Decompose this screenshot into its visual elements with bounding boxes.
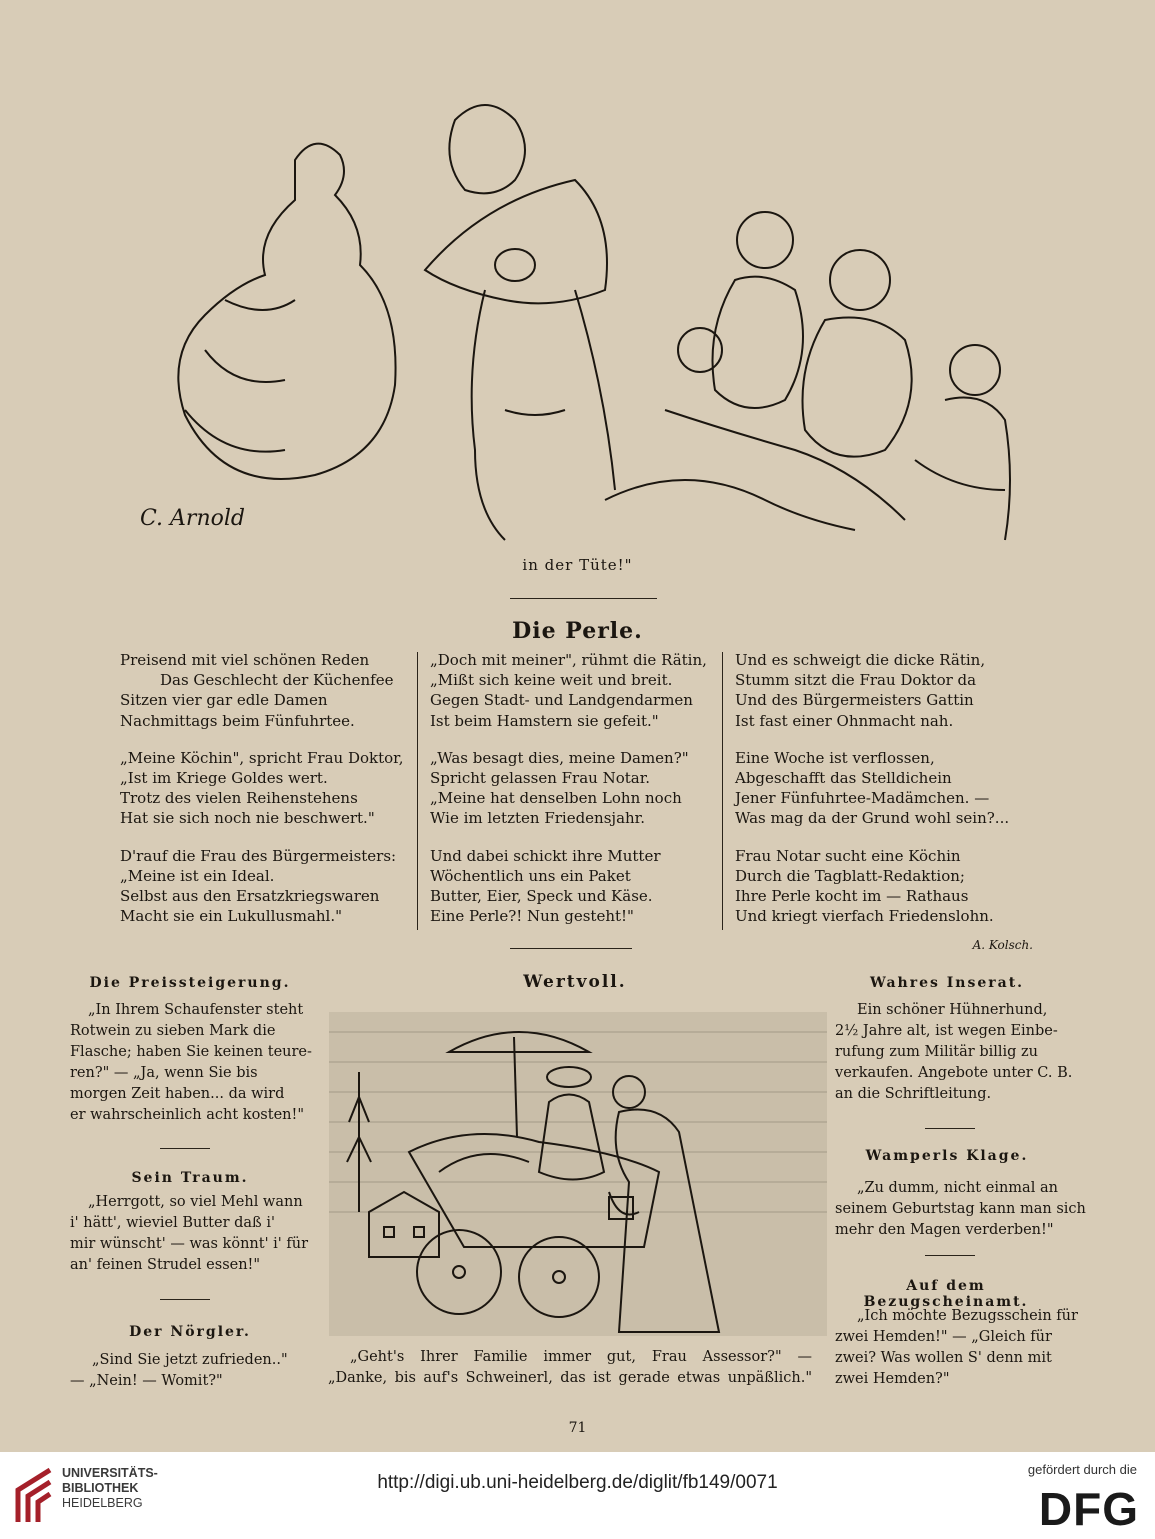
text-line: ren?" — „Ja, wenn Sie bis (70, 1065, 258, 1081)
poem-line: Butter, Eier, Speck und Käse. (430, 887, 653, 906)
library-name-line: UNIVERSITÄTS- (62, 1466, 158, 1480)
text-line: „Sind Sie jetzt zufrieden.." (92, 1352, 288, 1368)
poem-line: Und kriegt vierfach Friedenslohn. (735, 907, 994, 926)
divider (160, 1148, 210, 1149)
artist-signature: C. Arnold (140, 506, 245, 531)
text-line: verkaufen. Angebote unter C. B. (835, 1065, 1073, 1081)
dfg-logo[interactable]: DFG (1038, 1483, 1139, 1535)
column-divider (417, 652, 418, 930)
text-line: zwei Hemden!" — „Gleich für (835, 1329, 1052, 1345)
pram-caption (328, 1347, 812, 1389)
poem-stanza (735, 748, 1035, 829)
page-number: 71 (568, 1420, 587, 1436)
text-line: 2½ Jahre alt, ist wegen Einbe- (835, 1023, 1058, 1039)
poem-line: Selbst aus den Ersatzkriegswaren (120, 887, 380, 906)
text-line: „In Ihrem Schaufenster steht (88, 1002, 304, 1018)
poem-line: „Meine ist ein Ideal. (120, 866, 275, 885)
section-text-noergler (70, 1350, 304, 1392)
poem-column-2 (430, 650, 730, 943)
column-divider (722, 652, 723, 930)
poem-line: Spricht gelassen Frau Notar. (430, 769, 650, 788)
top-caption: in der Tüte!" (522, 556, 633, 574)
poem-line: „Ist im Kriege Goldes wert. (120, 769, 328, 788)
poem-column-1 (120, 650, 420, 943)
section-title-preissteigerung: Die Preissteigerung. (89, 975, 291, 991)
library-name-line: BIBLIOTHEK (62, 1481, 139, 1495)
poem-line: Gegen Stadt- und Landgendarmen (430, 691, 693, 710)
poem-line: Wie im letzten Friedensjahr. (430, 809, 645, 828)
divider (160, 1299, 210, 1300)
library-name-line: HEIDELBERG (62, 1496, 143, 1510)
section-title-wertvoll: Wertvoll. (523, 972, 627, 992)
poem-stanza (430, 846, 730, 927)
poem-line: Abgeschafft das Stelldichein (735, 769, 952, 788)
poem-line: „Meine Köchin", spricht Frau Doktor, (120, 748, 404, 767)
poem-line: Wöchentlich uns ein Paket (430, 866, 631, 885)
poem-stanza (735, 650, 1035, 731)
section-title-noergler: Der Nörgler. (129, 1324, 251, 1340)
poem-line: Sitzen vier gar edle Damen (120, 691, 328, 710)
poem-line: „Was besagt dies, meine Damen?" (430, 748, 689, 767)
poem-line: Frau Notar sucht eine Köchin (735, 846, 961, 865)
text-line: zwei Hemden?" (835, 1371, 950, 1387)
permalink[interactable]: http://digi.ub.uni-heidelberg.de/diglit/fb149/0071 (377, 1472, 778, 1493)
poem-line: Ihre Perle kocht im — Rathaus (735, 887, 969, 906)
divider (925, 1128, 975, 1129)
poem-line: Eine Perle?! Nun gesteht!" (430, 907, 634, 926)
caption-line: „Danke, bis auf's Schweinerl, das ist gerade etwas unpäßlich." (328, 1370, 812, 1386)
poem-stanza (120, 846, 420, 927)
section-title-bezugscheinamt: Auf dem Bezugscheinamt. (863, 1278, 1029, 1310)
poem-line: D'rauf die Frau des Bürgermeisters: (120, 846, 397, 865)
poem-line: Nachmittags beim Fünfuhrtee. (120, 711, 355, 730)
funded-by-label: gefördert durch die (1027, 1462, 1137, 1477)
poem-stanza (430, 650, 730, 731)
text-line: mir wünscht' — was könnt' i' für (70, 1236, 309, 1252)
text-line: Flasche; haben Sie keinen teure- (70, 1044, 312, 1060)
text-line: — „Nein! — Womit?" (70, 1373, 223, 1389)
section-text-wahres-inserat (835, 1000, 1073, 1105)
text-line: morgen Zeit haben... da wird (70, 1086, 285, 1102)
text-line: an die Schriftleitung. (835, 1086, 992, 1102)
section-title-wahres-inserat: Wahres Inserat. (869, 975, 1025, 991)
text-line: Ein schöner Hühnerhund, (857, 1002, 1048, 1018)
section-text-wamperls-klage (835, 1178, 1086, 1241)
poem-stanza (120, 650, 420, 731)
section-text-preissteigerung (70, 1000, 312, 1126)
text-line: Rotwein zu sieben Mark die (70, 1023, 276, 1039)
poem-line: Und es schweigt die dicke Rätin, (735, 651, 986, 669)
section-text-bezugscheinamt (835, 1306, 1078, 1390)
divider (510, 598, 657, 599)
poem-line: Eine Woche ist verflossen, (735, 748, 935, 767)
poem-line: Macht sie ein Lukullusmahl." (120, 907, 343, 926)
poem-line: Und des Bürgermeisters Gattin (735, 691, 974, 710)
poem-line: Trotz des vielen Reihenstehens (120, 789, 358, 808)
poem-line: Jener Fünfuhrtee-Madämchen. — (735, 789, 990, 808)
top-illustration (125, 80, 1040, 550)
poem-stanza (430, 748, 730, 829)
pram-illustration (329, 1012, 827, 1336)
text-line: „Ich möchte Bezugsschein für (857, 1308, 1078, 1324)
poem-line: „Meine hat denselben Lohn noch (430, 789, 682, 808)
text-line: „Zu dumm, nicht einmal an (857, 1180, 1058, 1196)
text-line: i' hätt', wieviel Butter daß i' (70, 1215, 275, 1231)
poem-line: Stumm sitzt die Frau Doktor da (735, 671, 977, 690)
section-text-sein-traum (70, 1192, 309, 1276)
caption-line: „Geht's Ihrer Familie immer gut, Frau Assessor?" — (350, 1349, 812, 1365)
text-line: rufung zum Militär billig zu (835, 1044, 1039, 1060)
poem-line: „Mißt sich keine weit und breit. (430, 671, 673, 690)
section-title-wamperls-klage: Wamperls Klage. (865, 1148, 1029, 1164)
poem-stanza (735, 846, 1035, 927)
text-line: zwei? Was wollen S' denn mit (835, 1350, 1052, 1366)
poem-line: Preisend mit viel schönen Reden (120, 651, 370, 669)
text-line: an' feinen Strudel essen!" (70, 1257, 261, 1273)
poem-column-3 (735, 650, 1035, 943)
poem-line: Das Geschlecht der Küchenfee (160, 671, 394, 690)
divider (510, 948, 632, 949)
poem-line: Was mag da der Grund wohl sein?... (735, 809, 1010, 828)
poem-line: Ist beim Hamstern sie gefeit." (430, 711, 659, 730)
section-title-sein-traum: Sein Traum. (131, 1170, 249, 1186)
text-line: seinem Geburtstag kann man sich (835, 1201, 1086, 1217)
poem-line: Hat sie sich noch nie beschwert." (120, 809, 375, 828)
text-line: „Herrgott, so viel Mehl wann (88, 1194, 303, 1210)
poem-title: Die Perle. (512, 618, 643, 644)
footer-bar (0, 1452, 1155, 1539)
poem-line: „Doch mit meiner", rühmt die Rätin, (430, 651, 707, 669)
poem-line: Und dabei schickt ihre Mutter (430, 846, 661, 865)
poem-stanza (120, 748, 420, 829)
divider (925, 1255, 975, 1256)
poem-line: Durch die Tagblatt-Redaktion; (735, 866, 965, 885)
poem-author: A. Kolsch. (972, 938, 1033, 952)
text-line: mehr den Magen verderben!" (835, 1222, 1054, 1238)
poem-line: Ist fast einer Ohnmacht nah. (735, 711, 954, 730)
text-line: er wahrscheinlich acht kosten!" (70, 1107, 304, 1123)
